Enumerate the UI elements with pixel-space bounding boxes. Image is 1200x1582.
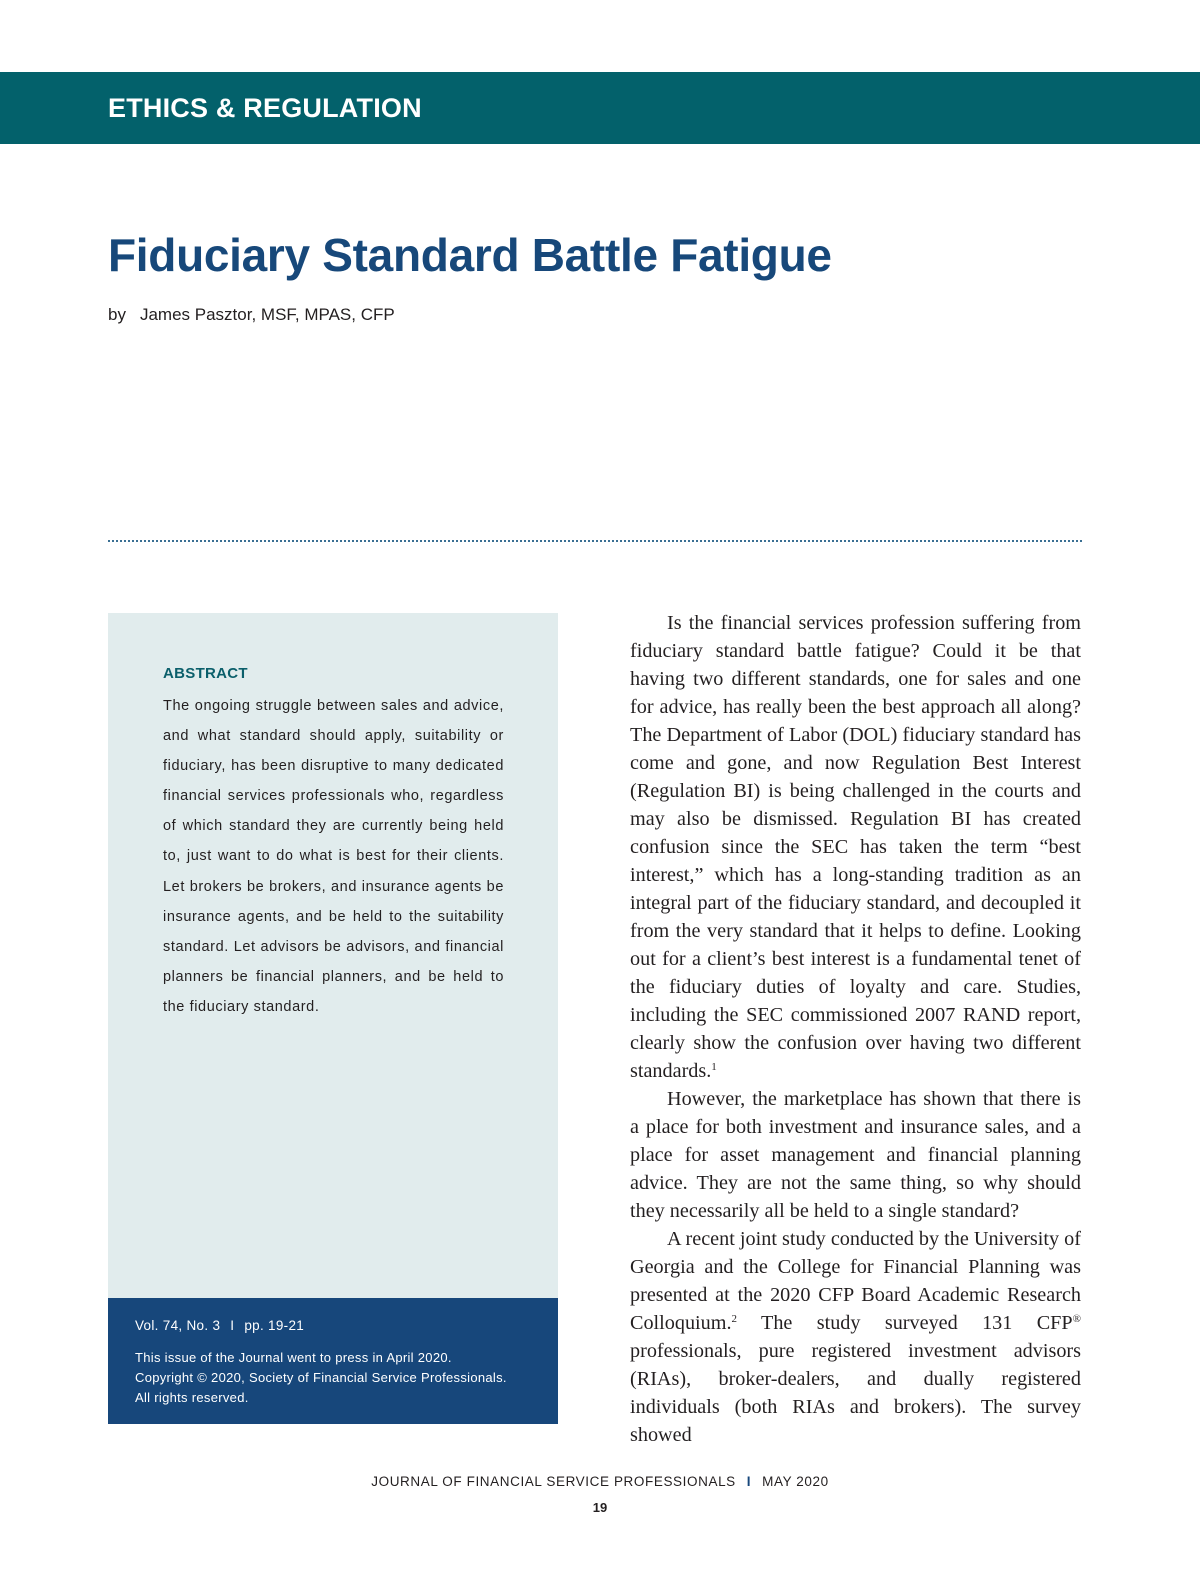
press-note: This issue of the Journal went to press in April 2020. [135, 1350, 452, 1365]
rights-notice: All rights reserved. [135, 1390, 249, 1405]
byline-prefix: by [108, 305, 126, 324]
abstract-panel [108, 613, 558, 1298]
paragraph-text: Is the financial services profession suffering from fiduciary standard battle fatigue? Could it be that having two different standards, one for sales and one for advice, has really been the best approach all along? The Department of Labor (DOL) fiduciary standard has come and gone, and now Regulation Best Interest (Regulation BI) is being challenged in the courts and may also be dismissed. Regulation BI has created confusion since the SEC has taken the term “best interest,” which has a long-standing tradition as an integral part of the fiduciary standard, and decoupled it from the very standard that it helps to define. Looking out for a client’s best interest is a fundamental tenet of the fiduciary duties of loyalty and care. Studies, including the SEC commissioned 2007 RAND report, clearly show the confusion over having two different standards. [630, 612, 1081, 1082]
paragraph-text: A recent joint study conducted by the University of Georgia and the College for Financial Planning was presented at the 2020 CFP Board Academic Research Colloquium. [630, 1228, 1081, 1334]
article-body [630, 609, 1081, 1449]
section-label: ETHICS & REGULATION [108, 93, 422, 123]
copyright-notice: Copyright © 2020, Society of Financial Service Professionals. [135, 1370, 507, 1385]
page-number: 19 [592, 1500, 608, 1515]
body-paragraph [630, 609, 1081, 1085]
registered-mark: ® [1072, 1313, 1081, 1325]
dotted-divider [108, 540, 1082, 542]
footer-separator: I [746, 1474, 752, 1489]
issue-date: MAY 2020 [762, 1474, 829, 1489]
volume-separator: I [230, 1318, 235, 1333]
body-paragraph: However, the marketplace has shown that there is a place for both investment and insurance sales, and a place for asset management and financial planning advice. They are not the same thing, so why should they necessarily all be held to a single standard? [630, 1088, 1081, 1222]
paragraph-text: The study surveyed 131 CFP [737, 1312, 1073, 1334]
volume-line [135, 1318, 304, 1333]
page-range: pp. 19-21 [244, 1318, 305, 1333]
footnote-marker: 2 [731, 1313, 738, 1325]
byline [108, 305, 395, 325]
publication-notes [135, 1348, 545, 1408]
article-title: Fiduciary Standard Battle Fatigue [108, 229, 832, 281]
abstract-text: The ongoing struggle between sales and advice, and what standard should apply, suitability or fiduciary, has been disruptive to many dedicated financial services professionals who, regardless of which standard they are currently being held to, just want to do what is best for their clients. Let brokers be brokers, and insurance agents be insurance agents, and be held to the suitability standard. Let advisors be advisors, and financial planners be financial planners, and be held to the fiduciary standard. [163, 698, 504, 1015]
publication-info-panel [108, 1298, 558, 1424]
section-banner [0, 72, 1200, 144]
author-name: James Pasztor, MSF, MPAS, CFP [139, 305, 395, 324]
page-footer [0, 1474, 1200, 1489]
journal-name: JOURNAL OF FINANCIAL SERVICE PROFESSIONALS [371, 1474, 736, 1489]
footnote-marker: 1 [711, 1061, 717, 1073]
paragraph-text: professionals, pure registered investment advisors (RIAs), broker-dealers, and dually registered individuals (both RIAs and brokers). The survey showed [630, 1340, 1081, 1446]
abstract-heading: ABSTRACT [163, 665, 248, 682]
body-paragraph [630, 1225, 1081, 1449]
volume-number: Vol. 74, No. 3 [135, 1318, 221, 1333]
